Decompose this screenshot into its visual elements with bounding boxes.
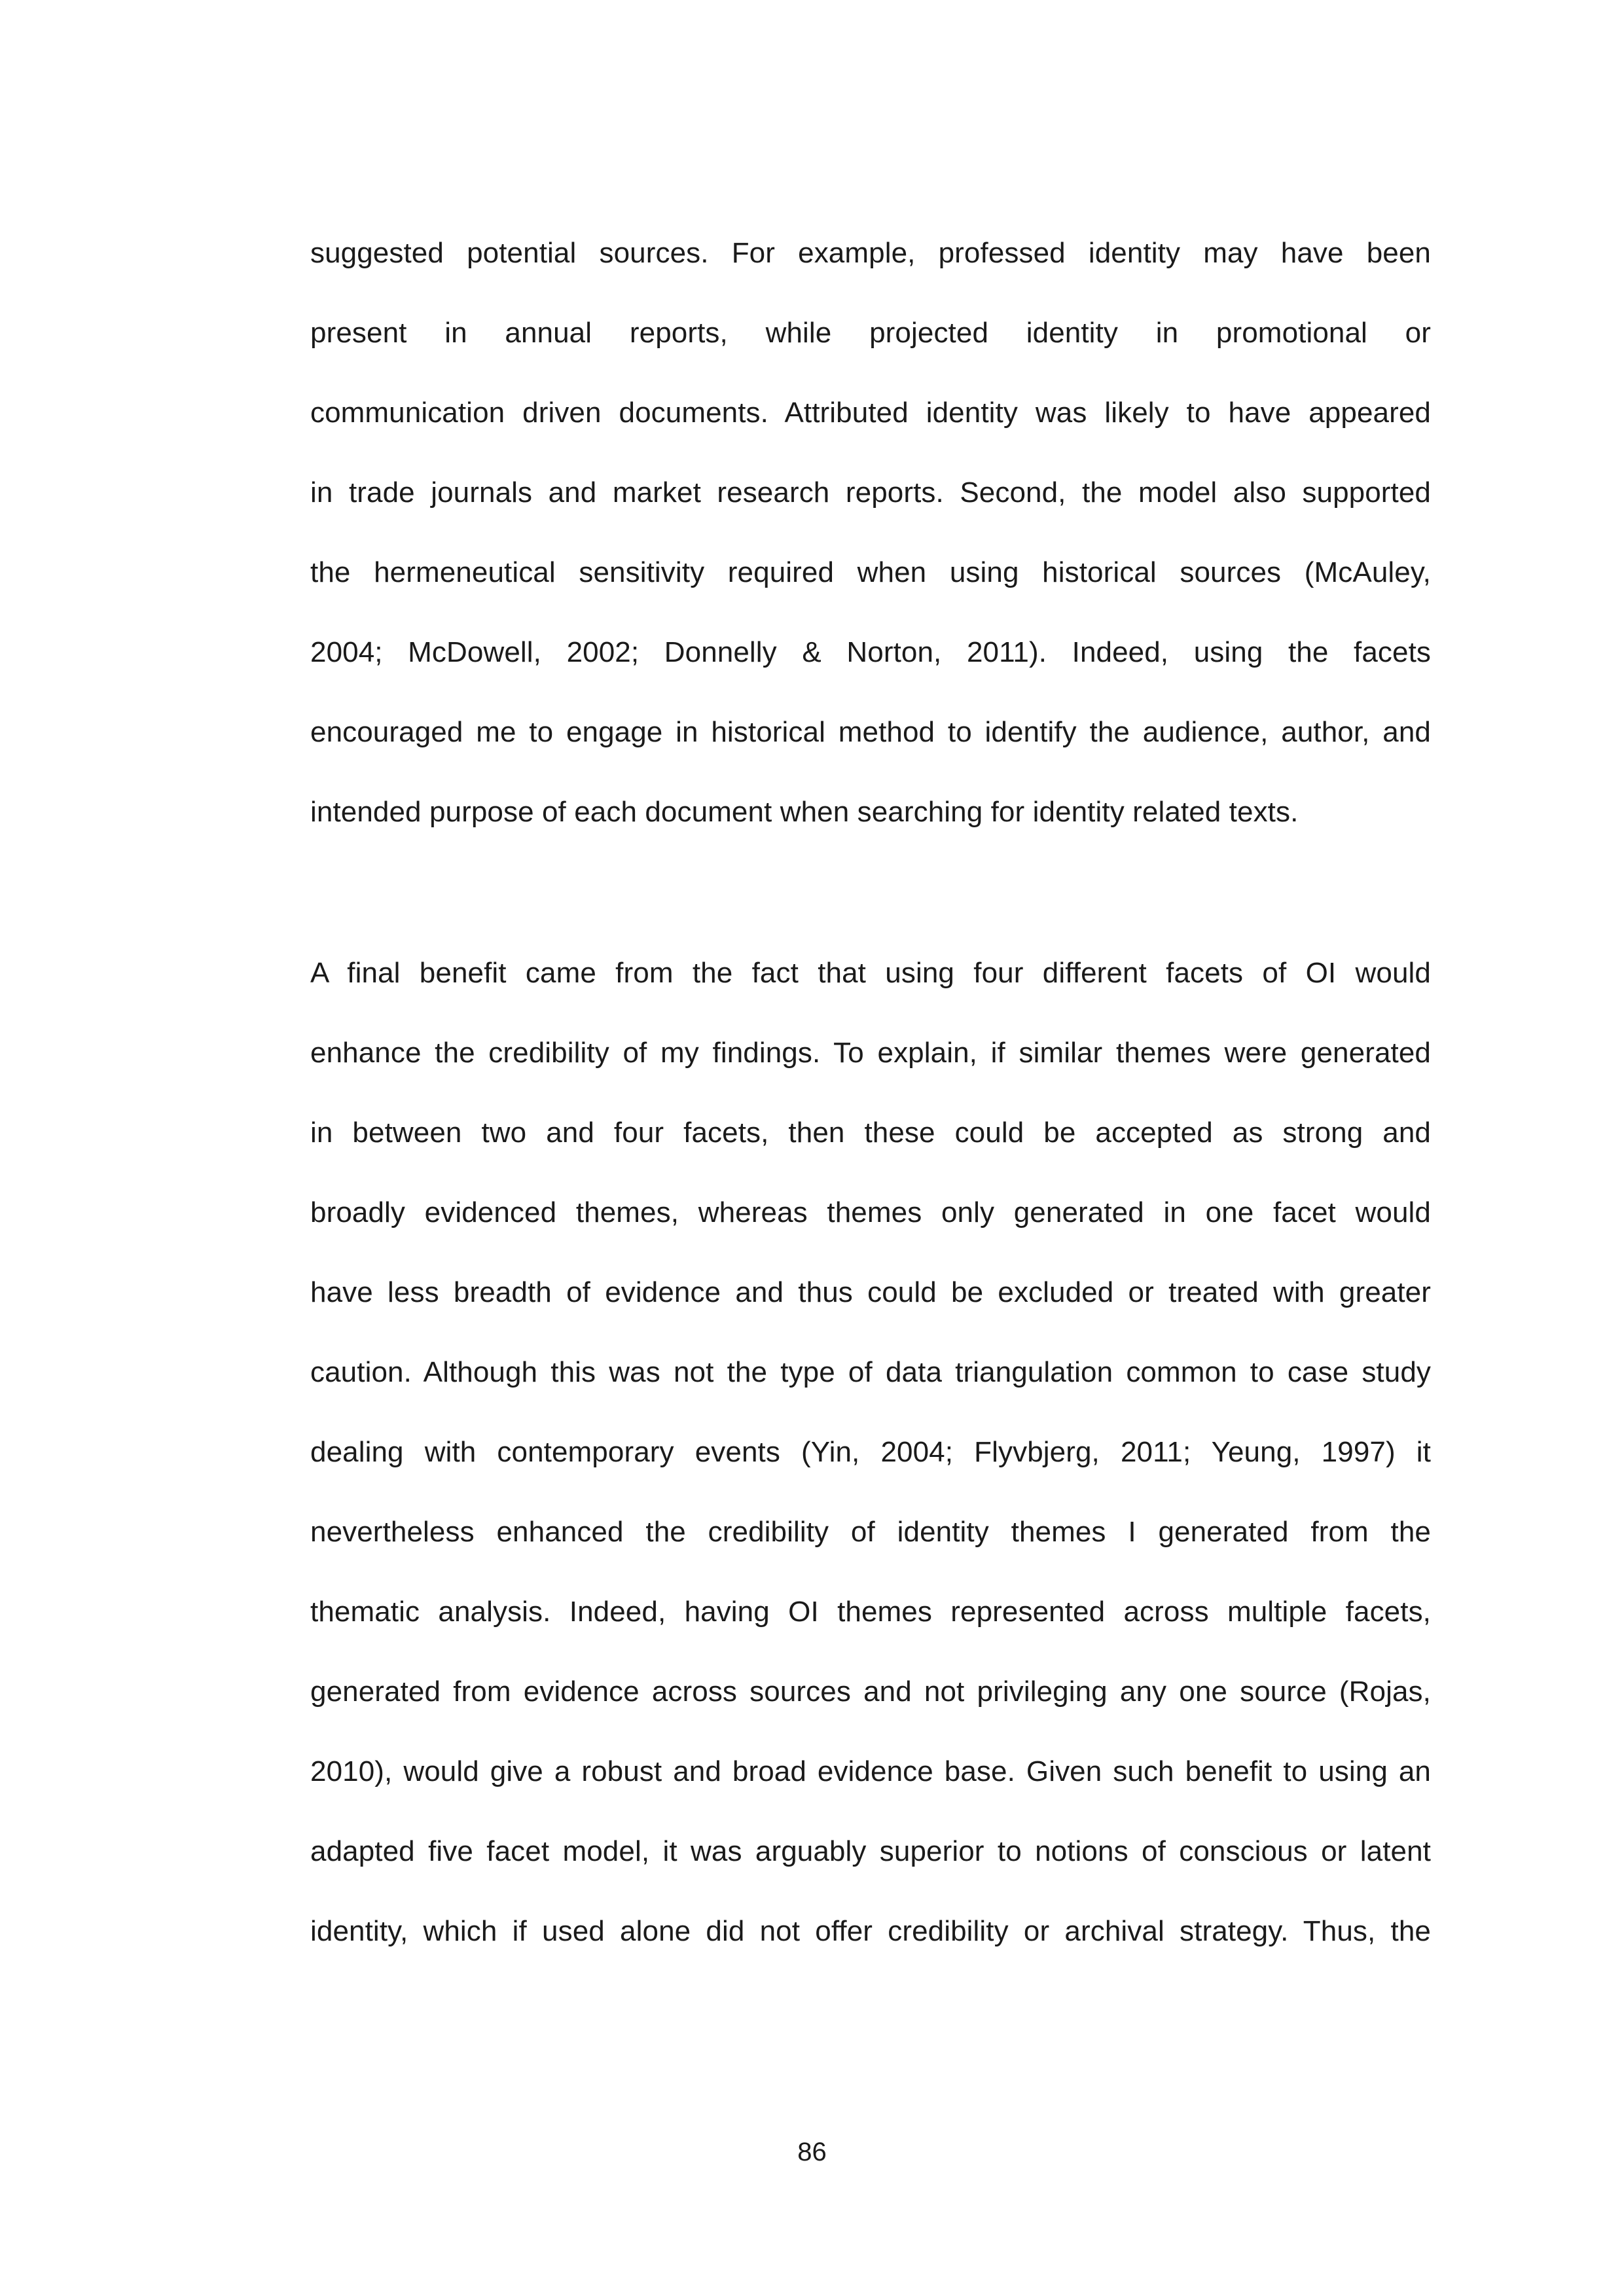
text-line: identity, which if used alone did not offer credibility or archival strategy. Thus, the [310, 1915, 1431, 1947]
text-line: 2004; McDowell, 2002; Donnelly & Norton, 2011). Indeed, using the facets [310, 636, 1431, 668]
text-line: communication driven documents. Attributed identity was likely to have appeared [310, 397, 1431, 429]
paragraph-1 [310, 213, 1431, 852]
text-line: adapted five facet model, it was arguably superior to notions of conscious or latent [310, 1835, 1431, 1867]
text-line: intended purpose of each document when searching for identity related texts. [310, 796, 1299, 828]
paragraph-2 [310, 933, 1431, 1971]
text-line: broadly evidenced themes, whereas themes only generated in one facet would [310, 1196, 1431, 1229]
text-line: 2010), would give a robust and broad evidence base. Given such benefit to using an [310, 1755, 1431, 1787]
text-line: A final benefit came from the fact that using four different facets of OI would [310, 957, 1431, 989]
text-line: encouraged me to engage in historical method to identify the audience, author, and [310, 716, 1431, 748]
text-line: thematic analysis. Indeed, having OI themes represented across multiple facets, [310, 1596, 1431, 1628]
text-line: suggested potential sources. For example, professed identity may have been [310, 237, 1431, 269]
page-number: 86 [797, 2138, 827, 2166]
text-line: have less breadth of evidence and thus could be excluded or treated with greater [310, 1276, 1431, 1308]
text-line: present in annual reports, while projected identity in promotional or [310, 317, 1431, 349]
text-line: generated from evidence across sources and not privileging any one source (Rojas, [310, 1676, 1431, 1708]
text-line: caution. Although this was not the type of data triangulation common to case study [310, 1356, 1431, 1388]
text-line: enhance the credibility of my findings. To explain, if similar themes were generated [310, 1037, 1431, 1069]
text-line: in between two and four facets, then these could be accepted as strong and [310, 1117, 1431, 1149]
text-line: in trade journals and market research reports. Second, the model also supported [310, 476, 1431, 509]
text-line: nevertheless enhanced the credibility of identity themes I generated from the [310, 1516, 1431, 1548]
text-line: dealing with contemporary events (Yin, 2004; Flyvbjerg, 2011; Yeung, 1997) it [310, 1436, 1431, 1468]
text-line: the hermeneutical sensitivity required when using historical sources (McAuley, [310, 556, 1431, 588]
